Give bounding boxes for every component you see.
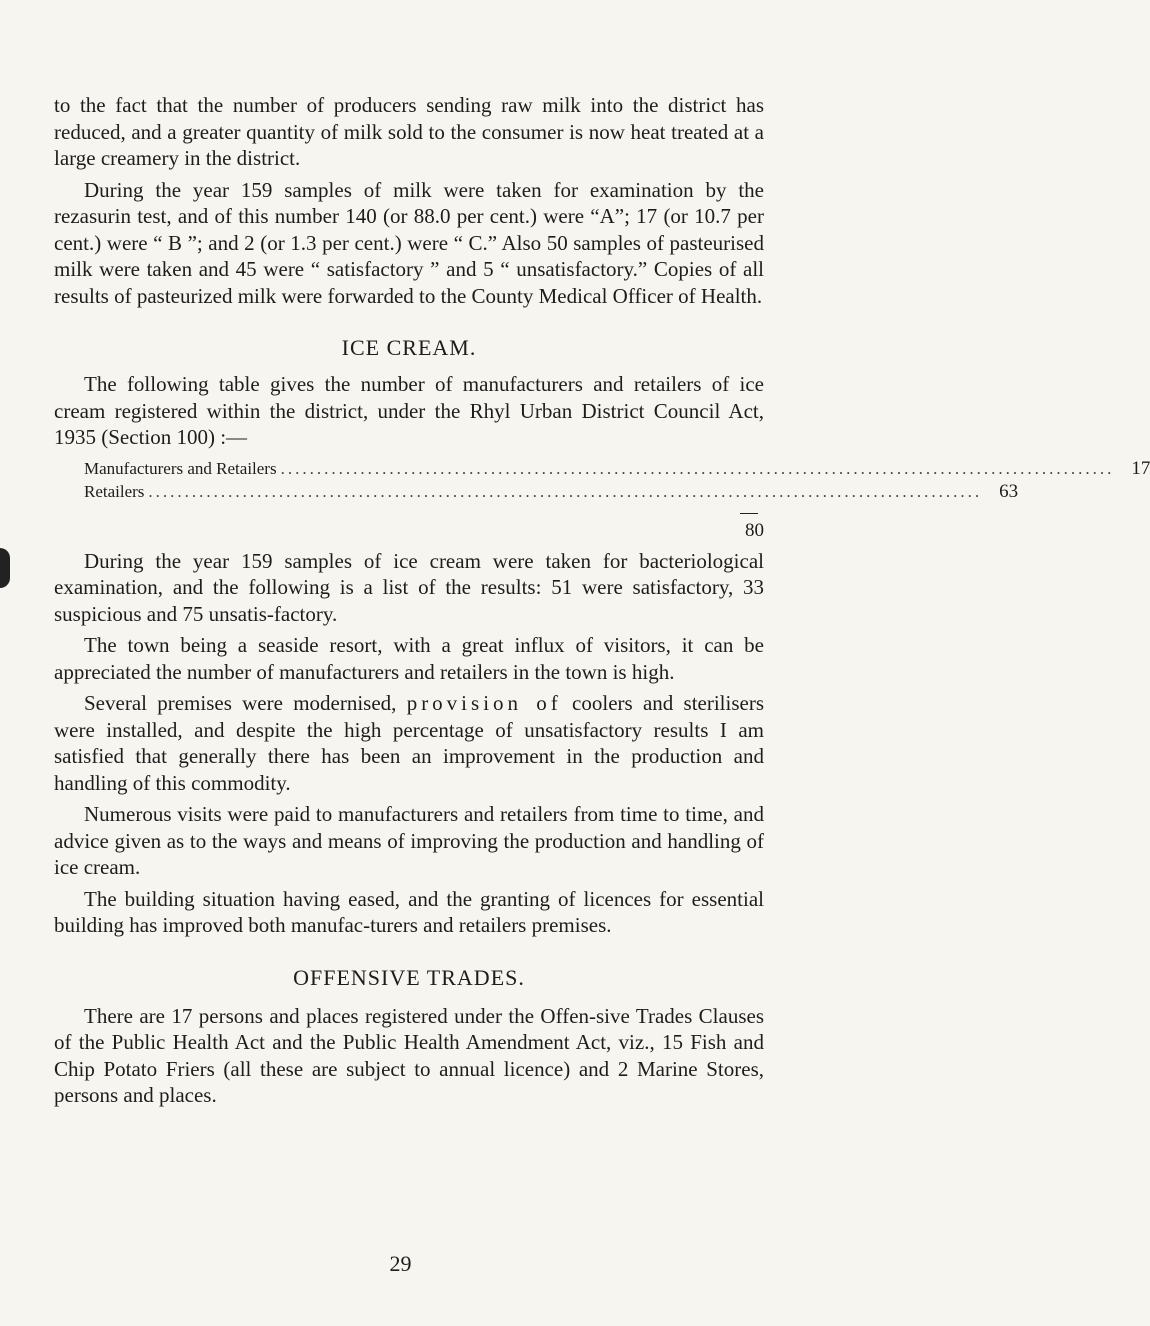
milk-paragraph-1: to the fact that the number of producers sending raw milk into the district has reduced, and a greater quantity of milk sold to the consumer is now heat treated at a large creamery in the district. [54, 93, 764, 170]
premises-paragraph [54, 690, 764, 796]
table-row-value: 63 [999, 480, 1019, 502]
leader-dots: ................................................................................................................... [280, 458, 1115, 478]
premises-text-a: Several premises were modernised, [84, 691, 397, 715]
leader-dots: ................................................................................................................... [148, 481, 983, 501]
table-row [54, 457, 1150, 480]
table-row-value: 17 [1131, 457, 1150, 479]
total-rule [740, 513, 758, 514]
premises-text-c: coolers and sterilisers were installed, and despite the high percentage of unsatisfactory results I am satisfied that generally there has been an improvement in the production and handling of this commodity. [54, 691, 765, 795]
offensive-trades-paragraph: There are 17 persons and places registered under the Offen-sive Trades Clauses of the Public Health Act and the Public Health Amendment Act, viz., 15 Fish and Chip Potato Friers (all these are subject to annual licence) and 2 Marine Stores, persons and places. [54, 1003, 764, 1107]
table-row-label: Manufacturers and Retailers [84, 458, 277, 478]
margin-ink-blot [0, 548, 10, 588]
building-paragraph: The building situation having eased, and the granting of licences for essential building has improved both manufac-turers and retailers premises. [54, 886, 764, 937]
visits-paragraph: Numerous visits were paid to manufacturers and retailers from time to time, and advice given as to the ways and means of improving the production and handling of ice cream. [54, 802, 764, 879]
table-total: 80 [745, 519, 764, 541]
premises-text-spaced: provision of [406, 691, 562, 715]
seaside-paragraph: The town being a seaside resort, with a great influx of visitors, it can be appreciated the number of manufacturers and retailers in the town is high. [54, 633, 764, 684]
ice-cream-results-paragraph: During the year 159 samples of ice cream were taken for bacteriological examination, and the following is a list of the results: 51 were satisfactory, 33 suspicious and 75 unsatis-factory. [54, 548, 764, 626]
table-row-label: Retailers [84, 481, 145, 501]
page-body [54, 92, 1150, 1109]
milk-paragraph-2: During the year 159 samples of milk were taken for examination by the rezasurin test, and of this number 140 (or 88.0 per cent.) were “A”; 17 (or 10.7 per cent.) were “ B ”; and 2 (or 1.3 per cent.) were “ C.” Also 50 samples of pasteurised milk were taken and 45 were “ satisfactory ” and 5 “ unsatisfactory.” Copies of all results of pasteurized milk were forwarded to the County Medical Officer of Health. [54, 177, 764, 308]
ice-cream-heading: ICE CREAM. [341, 335, 477, 360]
table-row [54, 480, 1019, 503]
offensive-trades-heading: OFFENSIVE TRADES. [293, 964, 525, 990]
page-number: 29 [389, 1251, 412, 1276]
ice-cream-intro: The following table gives the number of manufacturers and retailers of ice cream registered within the district, under the Rhyl Urban District Council Act, 1935 (Section 100) :— [54, 372, 764, 449]
registration-table [54, 457, 1150, 542]
